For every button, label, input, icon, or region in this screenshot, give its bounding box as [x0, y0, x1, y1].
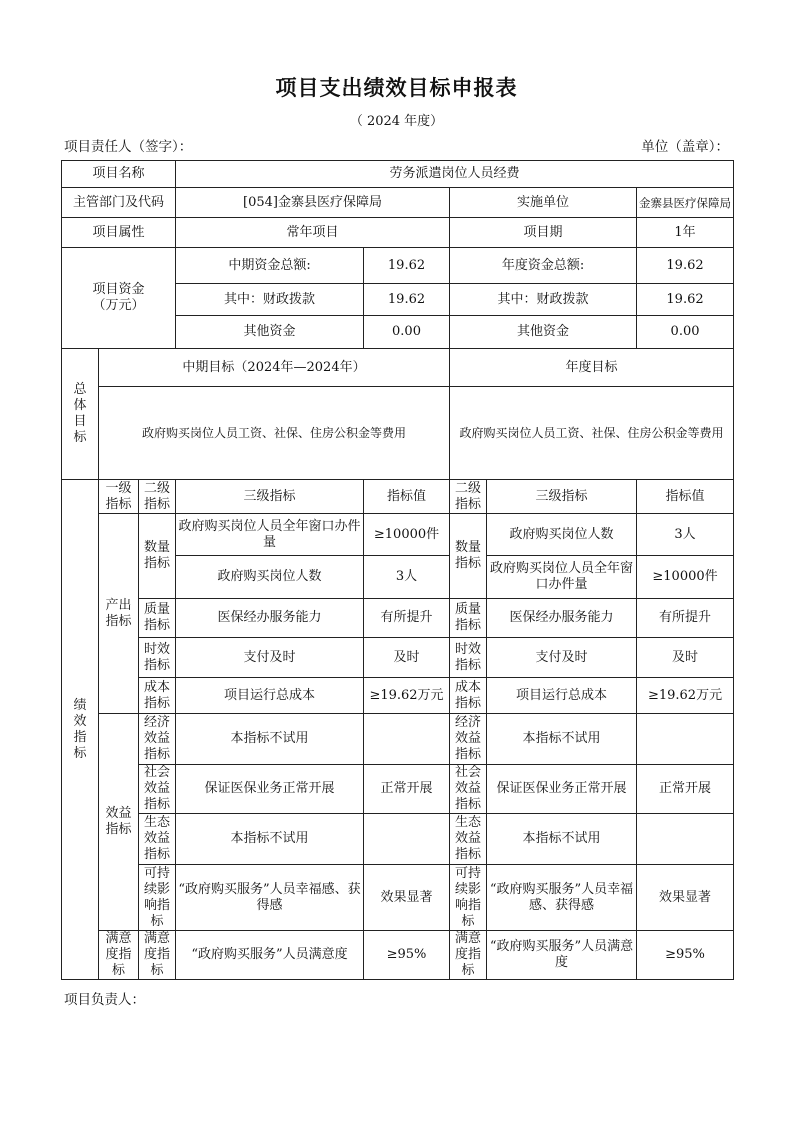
year-level3-header: 三级指标: [487, 480, 637, 514]
year-line: （ 2024 年度）: [349, 114, 444, 129]
year-level2-header: 二级指标: [450, 480, 487, 514]
year-satisfaction-label: 满意度指标: [450, 931, 487, 980]
performance-goal-form: [61, 160, 734, 980]
page-title: 项目支出绩效目标申报表: [275, 75, 518, 100]
mid-fiscal-label: 其中：财政拨款: [176, 284, 364, 316]
year-economic-value: [637, 714, 734, 765]
mid-ecological-value: [364, 814, 450, 865]
mid-timeliness-value: 及时: [364, 638, 450, 678]
year-sustainable-label: 可持续影响指标: [450, 865, 487, 931]
mid-cost-name: 项目运行总成本: [176, 678, 364, 714]
project-name-label: 项目名称: [62, 161, 176, 188]
mid-goal-header: 中期目标（2024年—2024年）: [99, 349, 450, 387]
impl-unit-label: 实施单位: [450, 188, 637, 218]
project-attr-value: 常年项目: [176, 218, 450, 248]
year-timeliness-label: 时效指标: [450, 638, 487, 678]
year-quantity-1-value: 3人: [637, 514, 734, 556]
year-cost-label: 成本指标: [450, 678, 487, 714]
year-other-value: 0.00: [637, 316, 734, 349]
quality-label: 质量指标: [139, 599, 176, 638]
timeliness-label: 时效指标: [139, 638, 176, 678]
dept-label: 主管部门及代码: [62, 188, 176, 218]
project-leader-label: 项目负责人：: [64, 992, 145, 1008]
year-quality-name: 医保经办服务能力: [487, 599, 637, 638]
year-fiscal-value: 19.62: [637, 284, 734, 316]
mid-quality-name: 医保经办服务能力: [176, 599, 364, 638]
year-ecological-value: [637, 814, 734, 865]
year-goal-header: 年度目标: [450, 349, 734, 387]
year-timeliness-value: 及时: [637, 638, 734, 678]
year-social-label: 社会效益指标: [450, 765, 487, 814]
mid-total-value: 19.62: [364, 248, 450, 284]
mid-ecological-name: 本指标不试用: [176, 814, 364, 865]
year-satisfaction-name: “政府购买服务”人员满意度: [487, 931, 637, 980]
satisfaction-indicators-label: 满意度指标: [99, 931, 139, 980]
quantity-label: 数量指标: [139, 514, 176, 599]
mid-satisfaction-value: ≥95%: [364, 931, 450, 980]
mid-quantity-2-name: 政府购买岗位人数: [176, 556, 364, 599]
mid-fiscal-value: 19.62: [364, 284, 450, 316]
mid-sustainable-value: 效果显著: [364, 865, 450, 931]
year-quantity-label: 数量指标: [450, 514, 487, 599]
year-cost-value: ≥19.62万元: [637, 678, 734, 714]
year-quantity-2-name: 政府购买岗位人员全年窗口办件量: [487, 556, 637, 599]
mid-sustainable-name: “政府购买服务”人员幸福感、获得感: [176, 865, 364, 931]
dept-value: [054]金寨县医疗保障局: [176, 188, 450, 218]
year-sustainable-name: “政府购买服务”人员幸福感、获得感: [487, 865, 637, 931]
year-economic-label: 经济效益指标: [450, 714, 487, 765]
value-header: 指标值: [364, 480, 450, 514]
impl-unit-value: 金寨县医疗保障局: [637, 188, 734, 218]
satisfaction-label: 满意度指标: [139, 931, 176, 980]
project-period-value: 1年: [637, 218, 734, 248]
project-funds-label: 项目资金（万元）: [62, 248, 176, 349]
mid-quality-value: 有所提升: [364, 599, 450, 638]
mid-cost-value: ≥19.62万元: [364, 678, 450, 714]
overall-goal-label: 总体目标: [62, 349, 99, 480]
mid-quantity-1-value: ≥10000件: [364, 514, 450, 556]
mid-goal-text: 政府购买岗位人员工资、社保、住房公积金等费用: [99, 387, 450, 480]
year-cost-name: 项目运行总成本: [487, 678, 637, 714]
year-quality-value: 有所提升: [637, 599, 734, 638]
cost-label: 成本指标: [139, 678, 176, 714]
year-goal-text: 政府购买岗位人员工资、社保、住房公积金等费用: [450, 387, 734, 480]
benefit-indicators-label: 效益指标: [99, 714, 139, 931]
ecological-label: 生态效益指标: [139, 814, 176, 865]
project-period-label: 项目期: [450, 218, 637, 248]
year-ecological-label: 生态效益指标: [450, 814, 487, 865]
output-indicators-label: 产出指标: [99, 514, 139, 714]
mid-satisfaction-name: “政府购买服务”人员满意度: [176, 931, 364, 980]
level3-header: 三级指标: [176, 480, 364, 514]
year-total-value: 19.62: [637, 248, 734, 284]
year-social-value: 正常开展: [637, 765, 734, 814]
social-label: 社会效益指标: [139, 765, 176, 814]
year-other-label: 其他资金: [450, 316, 637, 349]
mid-social-name: 保证医保业务正常开展: [176, 765, 364, 814]
year-timeliness-name: 支付及时: [487, 638, 637, 678]
mid-social-value: 正常开展: [364, 765, 450, 814]
year-quality-label: 质量指标: [450, 599, 487, 638]
unit-seal-label: 单位（盖章）：: [641, 139, 729, 155]
mid-economic-value: [364, 714, 450, 765]
responsible-person-label: 项目责任人（签字）：: [64, 139, 193, 155]
mid-timeliness-name: 支付及时: [176, 638, 364, 678]
year-satisfaction-value: ≥95%: [637, 931, 734, 980]
level1-header: 一级指标: [99, 480, 139, 514]
year-social-name: 保证医保业务正常开展: [487, 765, 637, 814]
year-fiscal-label: 其中：财政拨款: [450, 284, 637, 316]
economic-label: 经济效益指标: [139, 714, 176, 765]
level2-header: 二级指标: [139, 480, 176, 514]
year-economic-name: 本指标不试用: [487, 714, 637, 765]
sustainable-label: 可持续影响指标: [139, 865, 176, 931]
mid-quantity-2-value: 3人: [364, 556, 450, 599]
mid-other-value: 0.00: [364, 316, 450, 349]
project-attr-label: 项目属性: [62, 218, 176, 248]
year-value-header: 指标值: [637, 480, 734, 514]
project-name-value: 劳务派遣岗位人员经费: [176, 161, 734, 188]
year-sustainable-value: 效果显著: [637, 865, 734, 931]
performance-indicators-label: 绩效指标: [62, 480, 99, 980]
mid-other-label: 其他资金: [176, 316, 364, 349]
mid-quantity-1-name: 政府购买岗位人员全年窗口办件量: [176, 514, 364, 556]
year-quantity-1-name: 政府购买岗位人数: [487, 514, 637, 556]
year-quantity-2-value: ≥10000件: [637, 556, 734, 599]
mid-economic-name: 本指标不试用: [176, 714, 364, 765]
mid-total-label: 中期资金总额:: [176, 248, 364, 284]
year-total-label: 年度资金总额:: [450, 248, 637, 284]
year-ecological-name: 本指标不试用: [487, 814, 637, 865]
